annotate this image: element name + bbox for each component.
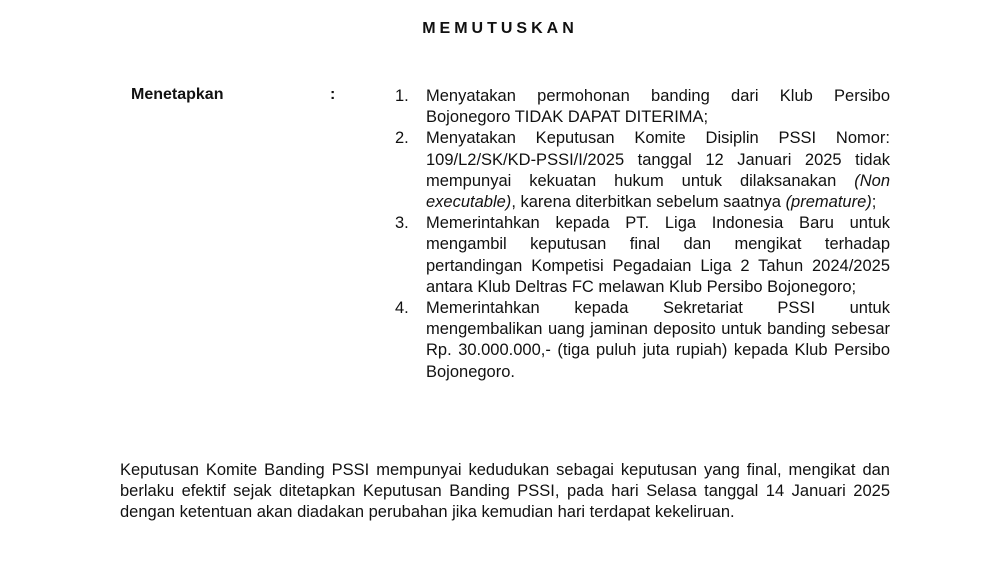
decision-item-2 — [390, 128, 890, 213]
document-heading: MEMUTUSKAN — [422, 20, 578, 37]
item-number: 1. — [395, 87, 409, 105]
decision-label: Menetapkan — [131, 86, 224, 103]
item-text: Memerintahkan kepada Sekretariat PSSI untuk mengembalikan uang jaminan deposito untuk banding sebesar Rp. 30.000.000,- (tiga puluh juta rupiah) kepada Klub Persibo Bojonegoro. — [426, 299, 890, 381]
decision-item-1 — [390, 86, 890, 128]
decision-item-4 — [390, 298, 890, 383]
item-text: Menyatakan permohonan banding dari Klub Persibo Bojonegoro TIDAK DAPAT DITERIMA; — [426, 87, 890, 127]
decision-colon: : — [330, 86, 336, 103]
item-emphasis: (Non executable) — [426, 171, 890, 212]
item-number: 2. — [395, 129, 409, 148]
item-emphasis: (premature) — [785, 193, 872, 212]
decision-item-3 — [390, 213, 890, 298]
item-number: 3. — [395, 214, 409, 233]
item-text: Memerintahkan kepada PT. Liga Indonesia Baru untuk mengambil keputusan final dan mengikat terhadap pertandingan Kompetisi Pegadaian Liga 2 Tahun 2024/2025 antara Klub Deltras FC melawan Klub Persibo Bojonegoro; — [426, 214, 890, 296]
item-text — [426, 129, 890, 211]
item-text-part: ; — [871, 193, 877, 212]
item-text-part: , karena diterbitkan sebelum saatnya — [511, 193, 786, 212]
item-number: 4. — [395, 299, 409, 318]
closing-paragraph: Keputusan Komite Banding PSSI mempunyai kedudukan sebagai keputusan yang final, mengikat dan berlaku efektif sejak ditetapkan Keputusan Banding PSSI, pada hari Selasa tanggal 14 Januari 2025 dengan ketentuan akan diadakan perubahan jika kemudian hari terdapat kekeliruan. — [120, 461, 890, 522]
item-text-part: Menyatakan Keputusan Komite Disiplin PSSI Nomor: 109/L2/SK/KD-PSSI/I/2025 tanggal 12 Januari 2025 tidak mempunyai kekuatan hukum untuk dilaksanakan — [426, 129, 890, 190]
decision-list — [390, 86, 890, 383]
